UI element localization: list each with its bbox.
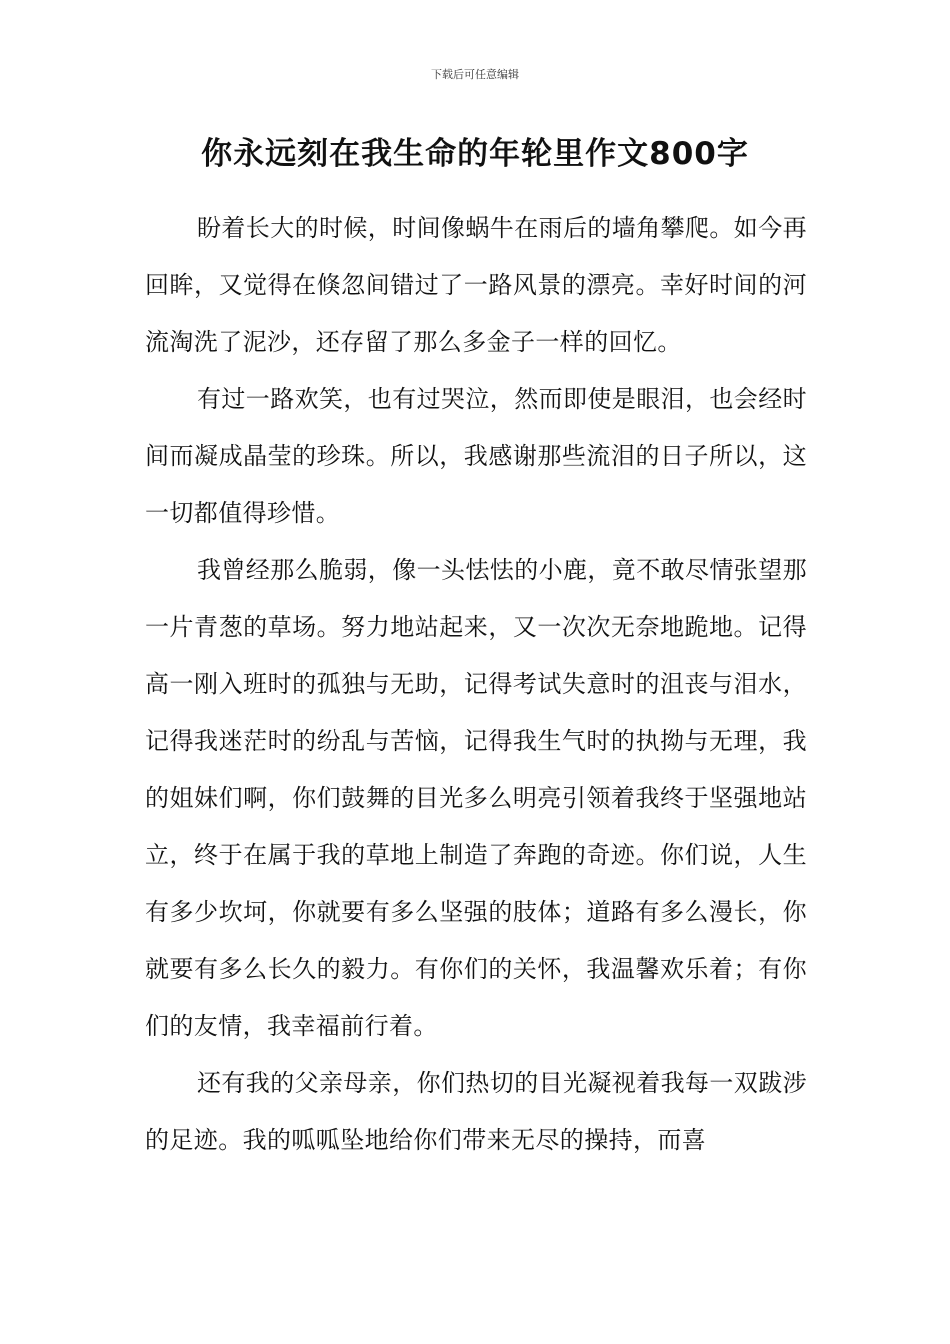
page-title: 你永远刻在我生命的年轮里作文800字 — [201, 136, 749, 172]
paragraph-2: 有过一路欢笑，也有过哭泣，然而即使是眼泪，也会经时间而凝成晶莹的珍珠。所以，我感谢那些流泪的日子所以，这一切都值得珍惜。 — [145, 385, 807, 527]
paragraph-4: 还有我的父亲母亲，你们热切的目光凝视着我每一双跋涉的足迹。我的呱呱坠地给你们带来无尽的操持，而喜 — [145, 1069, 807, 1154]
paragraph-1: 盼着长大的时候，时间像蜗牛在雨后的墙角攀爬。如今再回眸，又觉得在倏忽间错过了一路风景的漂亮。幸好时间的河流淘洗了泥沙，还存留了那么多金子一样的回忆。 — [145, 214, 807, 356]
header-note: 下载后可任意编辑 — [431, 68, 519, 81]
paragraph-3: 我曾经那么脆弱，像一头怯怯的小鹿，竟不敢尽情张望那一片青葱的草场。努力地站起来，又一次次无奈地跪地。记得高一刚入班时的孤独与无助，记得考试失意时的沮丧与泪水，记得我迷茫时的纷乱与苦恼，记得我生气时的执拗与无理，我的姐妹们啊，你们鼓舞的目光多么明亮引领着我终于坚强地站立，终于在属于我的草地上制造了奔跑的奇迹。你们说，人生有多少坎坷，你就要有多么坚强的肢体；道路有多么漫长，你就要有多么长久的毅力。有你们的关怀，我温馨欢乐着；有你们的友情，我幸福前行着。 — [145, 556, 807, 1040]
article-body — [145, 200, 807, 1169]
